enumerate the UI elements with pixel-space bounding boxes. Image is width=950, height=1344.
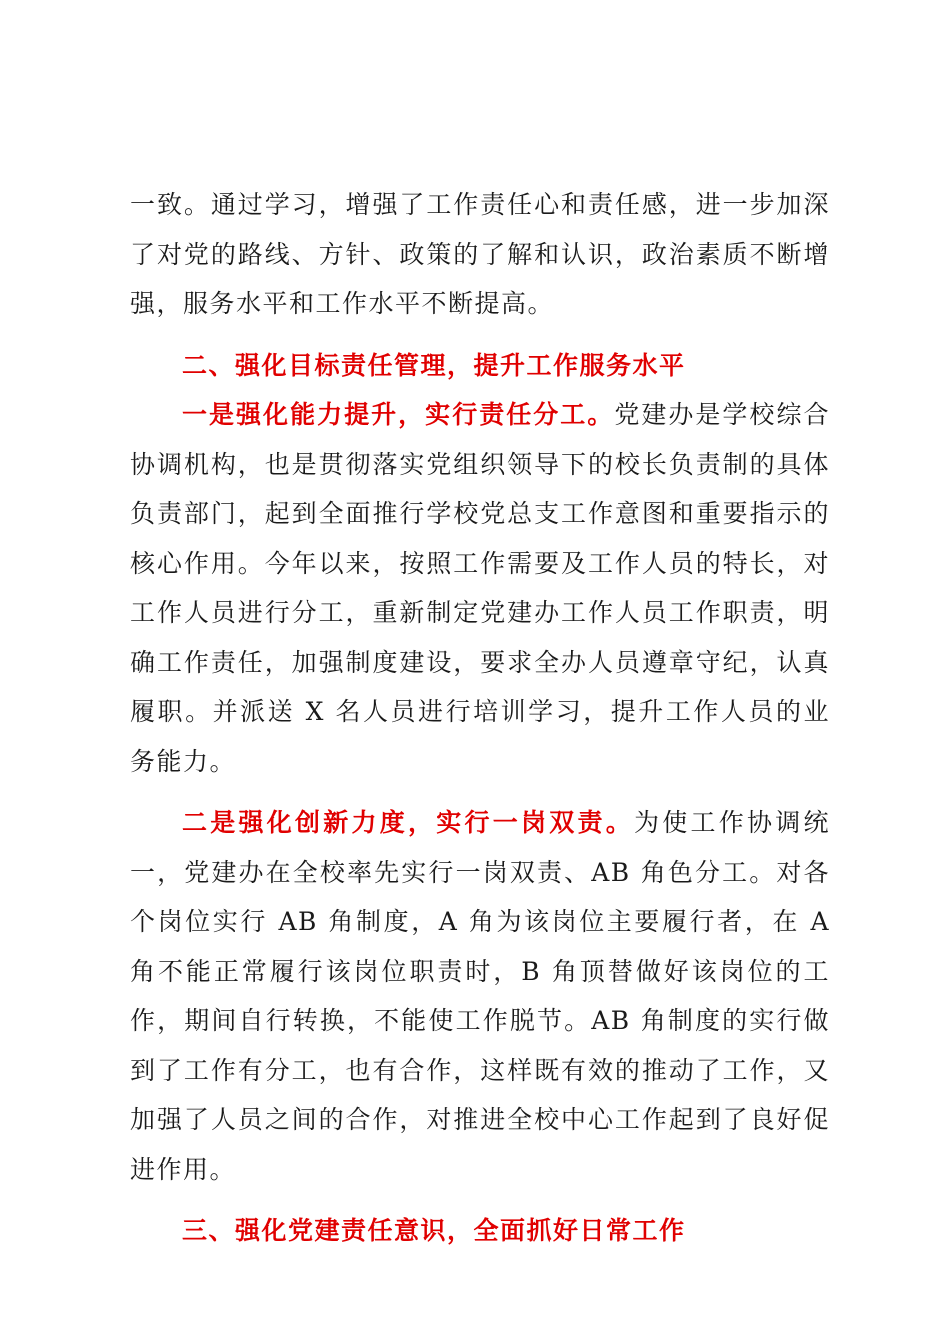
section-heading-2: 二、强化目标责任管理，提升工作服务水平 [182, 350, 686, 380]
paragraph-intro: 一致。通过学习，增强了工作责任心和责任感，进一步加深了对党的路线、方针、政策的了解和认识，政治素质不断增强，服务水平和工作水平不断提高。 [130, 190, 830, 318]
paragraph-item-1 [130, 390, 830, 786]
item-1-body: 党建办是学校综合协调机构，也是贯彻落实党组织领导下的校长负责制的具体负责部门，起到全面推行学校党总支工作意图和重要指示的核心作用。今年以来，按照工作需要及工作人员的特长，对工作人员进行分工，重新制定党建办工作人员工作职责，明确工作责任，加强制度建设，要求全办人员遵章守纪，认真履职。并派送 X 名人员进行培训学习，提升工作人员的业务能力。 [130, 400, 830, 776]
item-1-lead: 一是强化能力提升，实行责任分工。 [182, 400, 615, 429]
item-2-body: 为使工作协调统一，党建办在全校率先实行一岗双责、AB 角色分工。对各个岗位实行 AB 角制度，A 角为该岗位主要履行者，在 A 角不能正常履行该岗位职责时，B 角顶替做好该岗位的工作，期间自行转换，不能使工作脱节。AB 角制度的实行做到了工作有分工，也有合作，这样既有效的推动了工作，又加强了人员之间的合作，对推进全校中心工作起到了良好促进作用。 [130, 808, 830, 1184]
paragraph-item-2 [130, 798, 830, 1194]
section-heading-3: 三、强化党建责任意识，全面抓好日常工作 [182, 1216, 686, 1245]
document-body [130, 180, 830, 1256]
item-2-lead: 二是强化创新力度，实行一岗双责。 [182, 808, 634, 837]
